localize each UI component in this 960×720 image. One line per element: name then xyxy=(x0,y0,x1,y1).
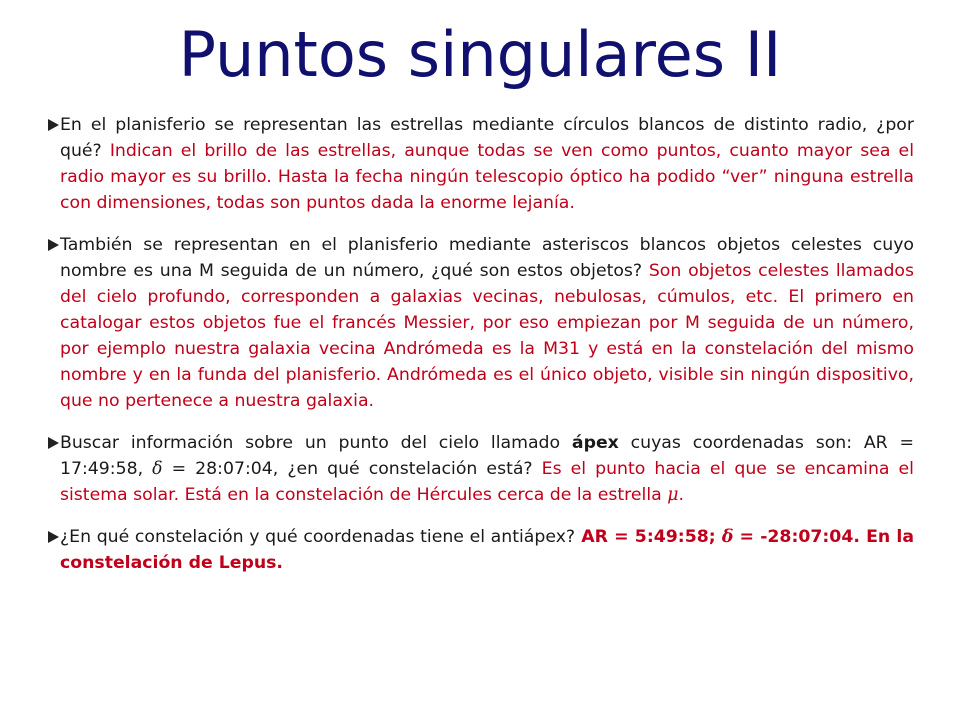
question-text-pre: Buscar información sobre un punto del cielo llamado xyxy=(60,433,572,453)
answer-text-pre: Es el punto hacia el que se encamina el sistema solar. Está en la constelación de Hércules cerca de la estrella xyxy=(60,459,914,505)
arrow-bullet-icon xyxy=(48,531,59,543)
question-text: También se representan en el planisferio mediante asteriscos blancos objetos celestes cuyo nombre es una M seguida de un número, ¿qué son estos objetos? xyxy=(60,235,914,281)
answer-text-post: . xyxy=(678,485,684,505)
slide-title: Puntos singulares II xyxy=(178,18,782,91)
paragraph-3 xyxy=(48,430,914,508)
mu-symbol: μ xyxy=(667,485,679,505)
arrow-bullet-icon xyxy=(48,119,59,131)
question-text: En el planisferio se representan las estrellas mediante círculos blancos de distinto radio, ¿por qué? xyxy=(60,115,914,161)
answer-text: Son objetos celestes llamados del cielo profundo, corresponden a galaxias vecinas, nebulosas, cúmulos, etc. El primero en catalogar estos objetos fue el francés Messier, por eso empiezan por M seguida de un número, por ejemplo nuestra galaxia vecina Andrómeda es la M31 y está en la constelación del mismo nombre y en la funda del planisferio. Andrómeda es el único objeto, visible sin ningún dispositivo, que no pertenece a nuestra galaxia. xyxy=(60,261,914,411)
arrow-bullet-icon xyxy=(48,437,59,449)
answer-text: Indican el brillo de las estrellas, aunque todas se ven como puntos, cuanto mayor sea el radio mayor es su brillo. Hasta la fecha ningún telescopio óptico ha podido “ver” ninguna estrella con dimensiones, todas son puntos dada la enorme lejanía. xyxy=(60,141,914,213)
paragraph-4 xyxy=(48,524,914,576)
question-text: ¿En qué constelación y qué coordenadas tiene el antiápex? xyxy=(60,527,576,547)
question-text-mid: cuyas coordenadas son: AR = 17:49:58, xyxy=(60,433,914,479)
answer-text-pre: AR = 5:49:58; xyxy=(575,527,722,547)
delta-symbol: δ xyxy=(721,527,734,547)
paragraph-1 xyxy=(48,112,914,216)
paragraph-2 xyxy=(48,232,914,414)
apex-term: ápex xyxy=(571,433,619,453)
slide-body xyxy=(48,112,914,592)
arrow-bullet-icon xyxy=(48,239,59,251)
delta-symbol: δ xyxy=(152,459,163,479)
answer-text-post: = -28:07:04. En la constelación de Lepus. xyxy=(60,527,914,573)
question-text-post: = 28:07:04, ¿en qué constelación está? xyxy=(162,459,533,479)
